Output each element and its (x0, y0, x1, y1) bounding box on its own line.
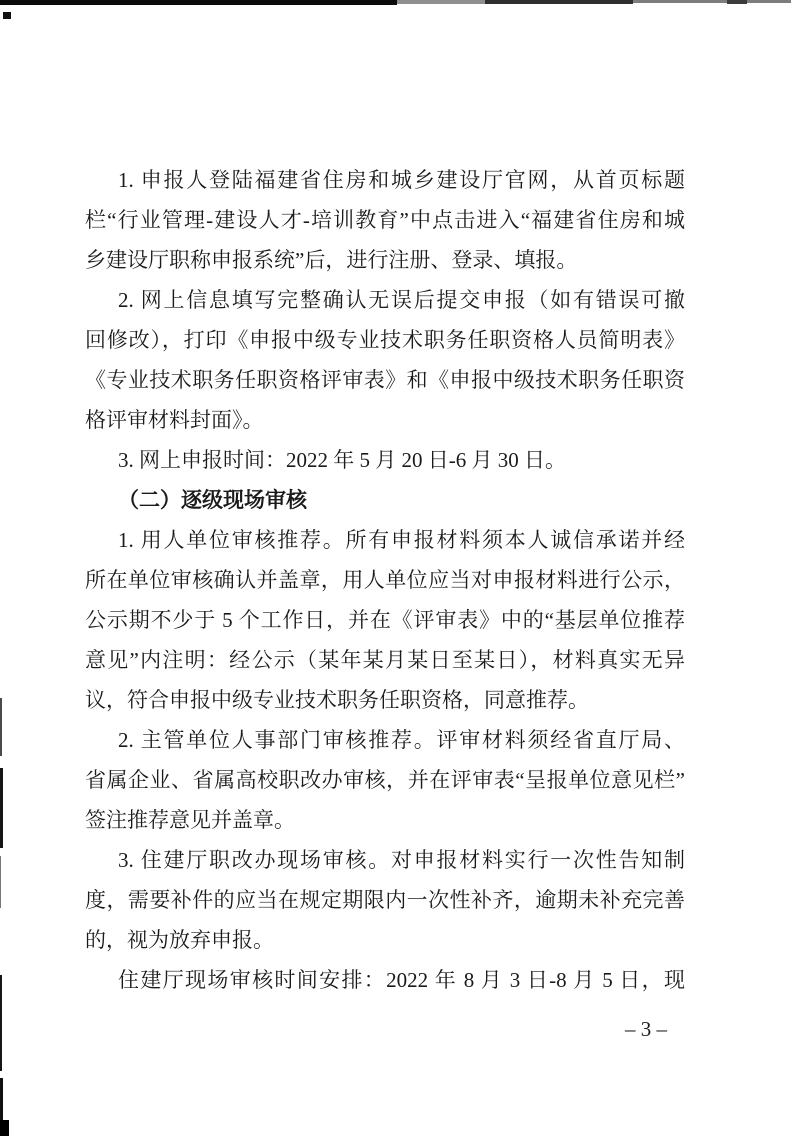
paragraph (85, 720, 685, 840)
paragraph-line: 所在单位审核确认并盖章，用人单位应当对申报材料进行公示， (85, 568, 685, 592)
scan-artifact-speck (3, 12, 11, 19)
paragraph-line: 1. 用人单位审核推荐。所有申报材料须本人诚信承诺并经 (118, 528, 685, 552)
paragraph-line: 3. 住建厅职改办现场审核。对申报材料实行一次性告知制 (118, 848, 685, 872)
paragraph (85, 840, 685, 960)
scan-artifact-left-edge (0, 975, 2, 1071)
paragraph-line: 1. 申报人登陆福建省住房和城乡建设厅官网，从首页标题 (118, 168, 685, 192)
paragraph-line: 度，需要补件的应当在规定期限内一次性补齐，逾期未补充完善 (85, 888, 685, 912)
section-heading (85, 480, 685, 520)
scan-artifact-left-edge (0, 1078, 3, 1122)
scan-artifact-left-edge (0, 856, 1, 908)
paragraph (85, 160, 685, 280)
scan-artifact-left-edge (0, 698, 2, 756)
scan-artifact-left-edge (0, 1120, 9, 1136)
scan-artifact-top-bar (485, 0, 633, 4)
paragraph-line: 格评审材料封面》。 (85, 408, 264, 432)
paragraph-line: 意见”内注明：经公示（某年某月某日至某日），材料真实无异 (85, 648, 685, 672)
paragraph-line: 签注推荐意见并盖章。 (85, 808, 295, 832)
document-body (85, 160, 685, 1000)
paragraph-line: 《专业技术职务任职资格评审表》和《申报中级技术职务任职资 (85, 368, 685, 392)
paragraph-line: 议，符合申报中级专业技术职务任职资格，同意推荐。 (85, 688, 589, 712)
paragraph (85, 520, 685, 720)
scan-artifact-top-bar (727, 0, 747, 4)
paragraph (85, 440, 685, 480)
page-number: – 3 – (625, 1017, 667, 1041)
heading-line: （二）逐级现场审核 (118, 488, 307, 512)
paragraph-line: 2. 主管单位人事部门审核推荐。评审材料须经省直厅局、 (118, 728, 685, 752)
scan-artifact-left-edge (0, 768, 3, 848)
paragraph-line: 栏“行业管理-建设人才-培训教育”中点击进入“福建省住房和城 (85, 208, 685, 232)
scan-artifact-top-bar (0, 0, 397, 5)
paragraph-line: 回修改），打印《申报中级专业技术职务任职资格人员简明表》 (85, 328, 685, 352)
paragraph-line: 乡建设厅职称申报系统”后，进行注册、登录、填报。 (85, 248, 578, 272)
paragraph-line: 公示期不少于 5 个工作日，并在《评审表》中的“基层单位推荐 (85, 608, 685, 632)
scan-artifact-top-bar (397, 0, 485, 4)
paragraph-line: 的，视为放弃申报。 (85, 928, 274, 952)
paragraph-line: 2. 网上信息填写完整确认无误后提交申报（如有错误可撤 (118, 288, 685, 312)
scan-artifact-top-bar (633, 0, 791, 3)
paragraph-line: 省属企业、省属高校职改办审核，并在评审表“呈报单位意见栏” (85, 768, 685, 792)
paragraph (85, 960, 685, 1000)
paragraph-line: 住建厅现场审核时间安排：2022 年 8 月 3 日-8 月 5 日，现 (118, 968, 685, 992)
paragraph (85, 280, 685, 440)
paragraph-line: 3. 网上申报时间：2022 年 5 月 20 日-6 月 30 日。 (118, 448, 566, 472)
